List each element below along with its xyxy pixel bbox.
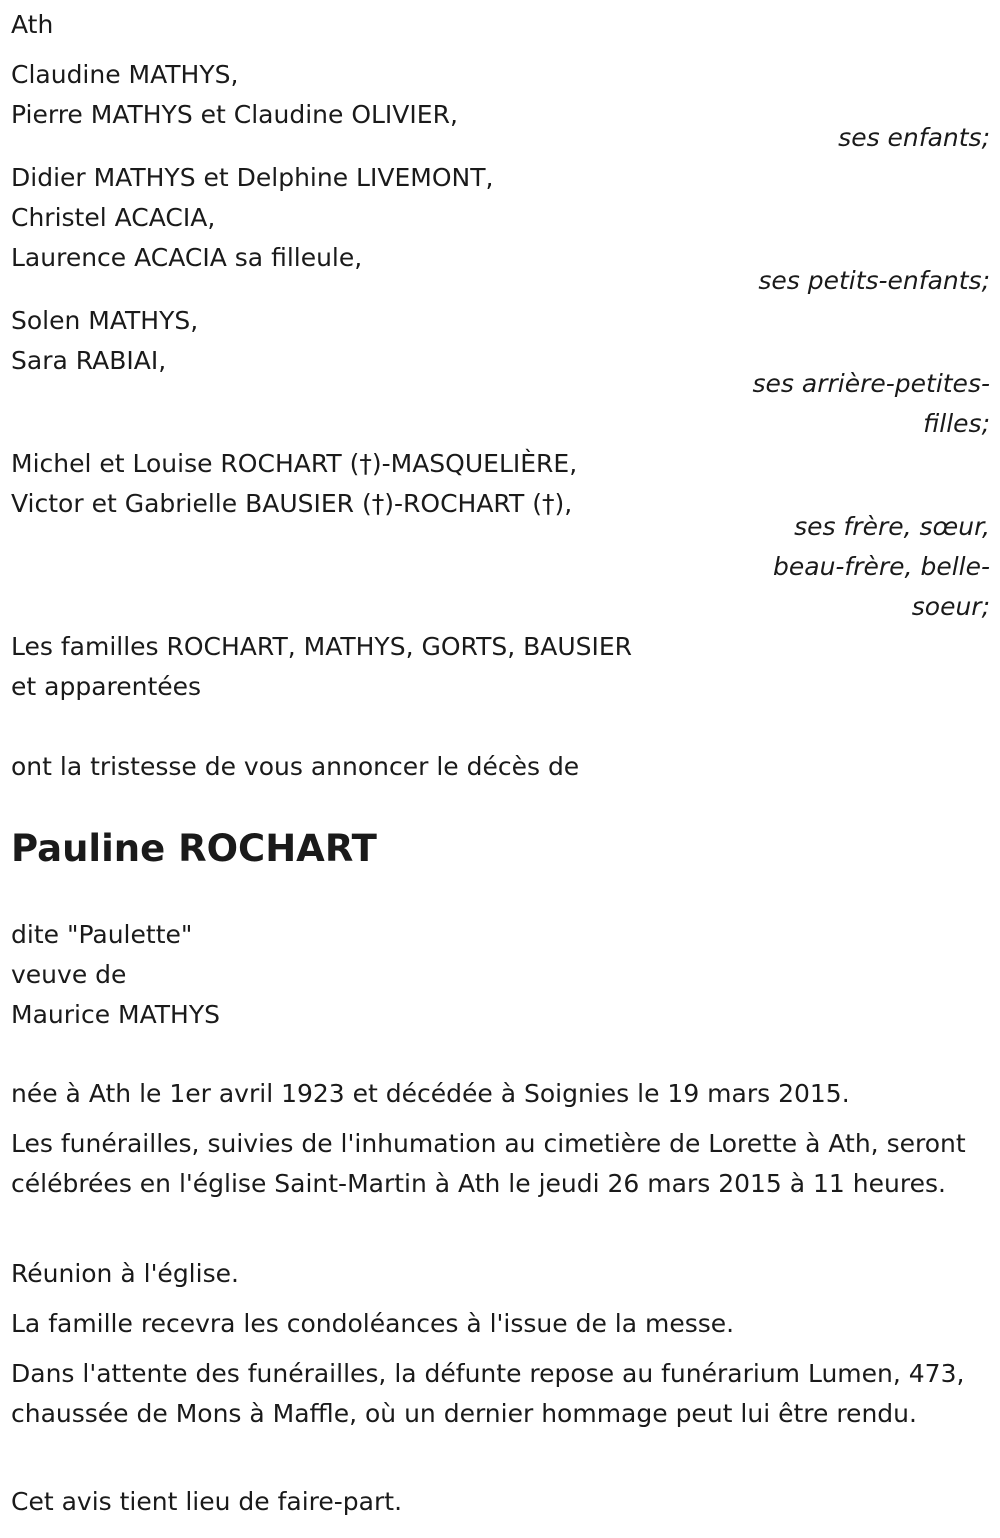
- family-member-line: Victor et Gabrielle BAUSIER (†)-ROCHART (†),: [11, 489, 573, 518]
- condolences-paragraph: La famille recevra les condoléances à l'issue de la messe.: [11, 1309, 735, 1338]
- birth-death-paragraph: née à Ath le 1er avril 1923 et décédée à Soignies le 19 mars 2015.: [11, 1079, 850, 1108]
- family-member-line: Didier MATHYS et Delphine LIVEMONT,: [11, 163, 494, 192]
- relation-children: ses enfants;: [838, 123, 990, 152]
- detail-line: dite "Paulette": [11, 920, 193, 949]
- family-member-line: Solen MATHYS,: [11, 306, 199, 335]
- family-member-line: Claudine MATHYS,: [11, 60, 239, 89]
- funerarium-paragraph: Dans l'attente des funérailles, la défunte repose au funérarium Lumen, 473, chaussée de Mons à Maffle, où un dernier hommage peut lui être rendu.: [11, 1359, 965, 1428]
- family-group-children: [11, 55, 458, 135]
- family-member-line: Sara RABIAI,: [11, 346, 167, 375]
- location: Ath: [11, 10, 54, 39]
- funeral-paragraph: Les funérailles, suivies de l'inhumation au cimetière de Lorette à Ath, seront célébrées en l'église Saint-Martin à Ath le jeudi 26 mars 2015 à 11 heures.: [11, 1129, 966, 1198]
- announcement: ont la tristesse de vous annoncer le décès de: [11, 752, 580, 781]
- relation-grandchildren: ses petits-enfants;: [758, 266, 990, 295]
- meeting-paragraph: Réunion à l'église.: [11, 1259, 239, 1288]
- deceased-details: [11, 915, 220, 1035]
- detail-line: veuve de: [11, 960, 127, 989]
- family-group-siblings: [11, 444, 577, 524]
- notice-paragraph: Cet avis tient lieu de faire-part.: [11, 1487, 403, 1516]
- detail-line: Maurice MATHYS: [11, 1000, 220, 1029]
- family-member-line: Laurence ACACIA sa filleule,: [11, 243, 363, 272]
- family-group-great-grandchildren: [11, 301, 198, 381]
- deceased-name: Pauline ROCHART: [11, 827, 377, 870]
- relation-great-grandchildren: ses arrière-petites- filles;: [752, 369, 990, 438]
- family-group-grandchildren: [11, 158, 493, 278]
- other-families: Les familles ROCHART, MATHYS, GORTS, BAUSIER et apparentées: [11, 632, 633, 701]
- family-member-line: Pierre MATHYS et Claudine OLIVIER,: [11, 100, 458, 129]
- relation-siblings: ses frère, sœur, beau-frère, belle- soeur;: [773, 512, 990, 621]
- family-member-line: Christel ACACIA,: [11, 203, 216, 232]
- family-member-line: Michel et Louise ROCHART (†)-MASQUELIÈRE,: [11, 449, 578, 478]
